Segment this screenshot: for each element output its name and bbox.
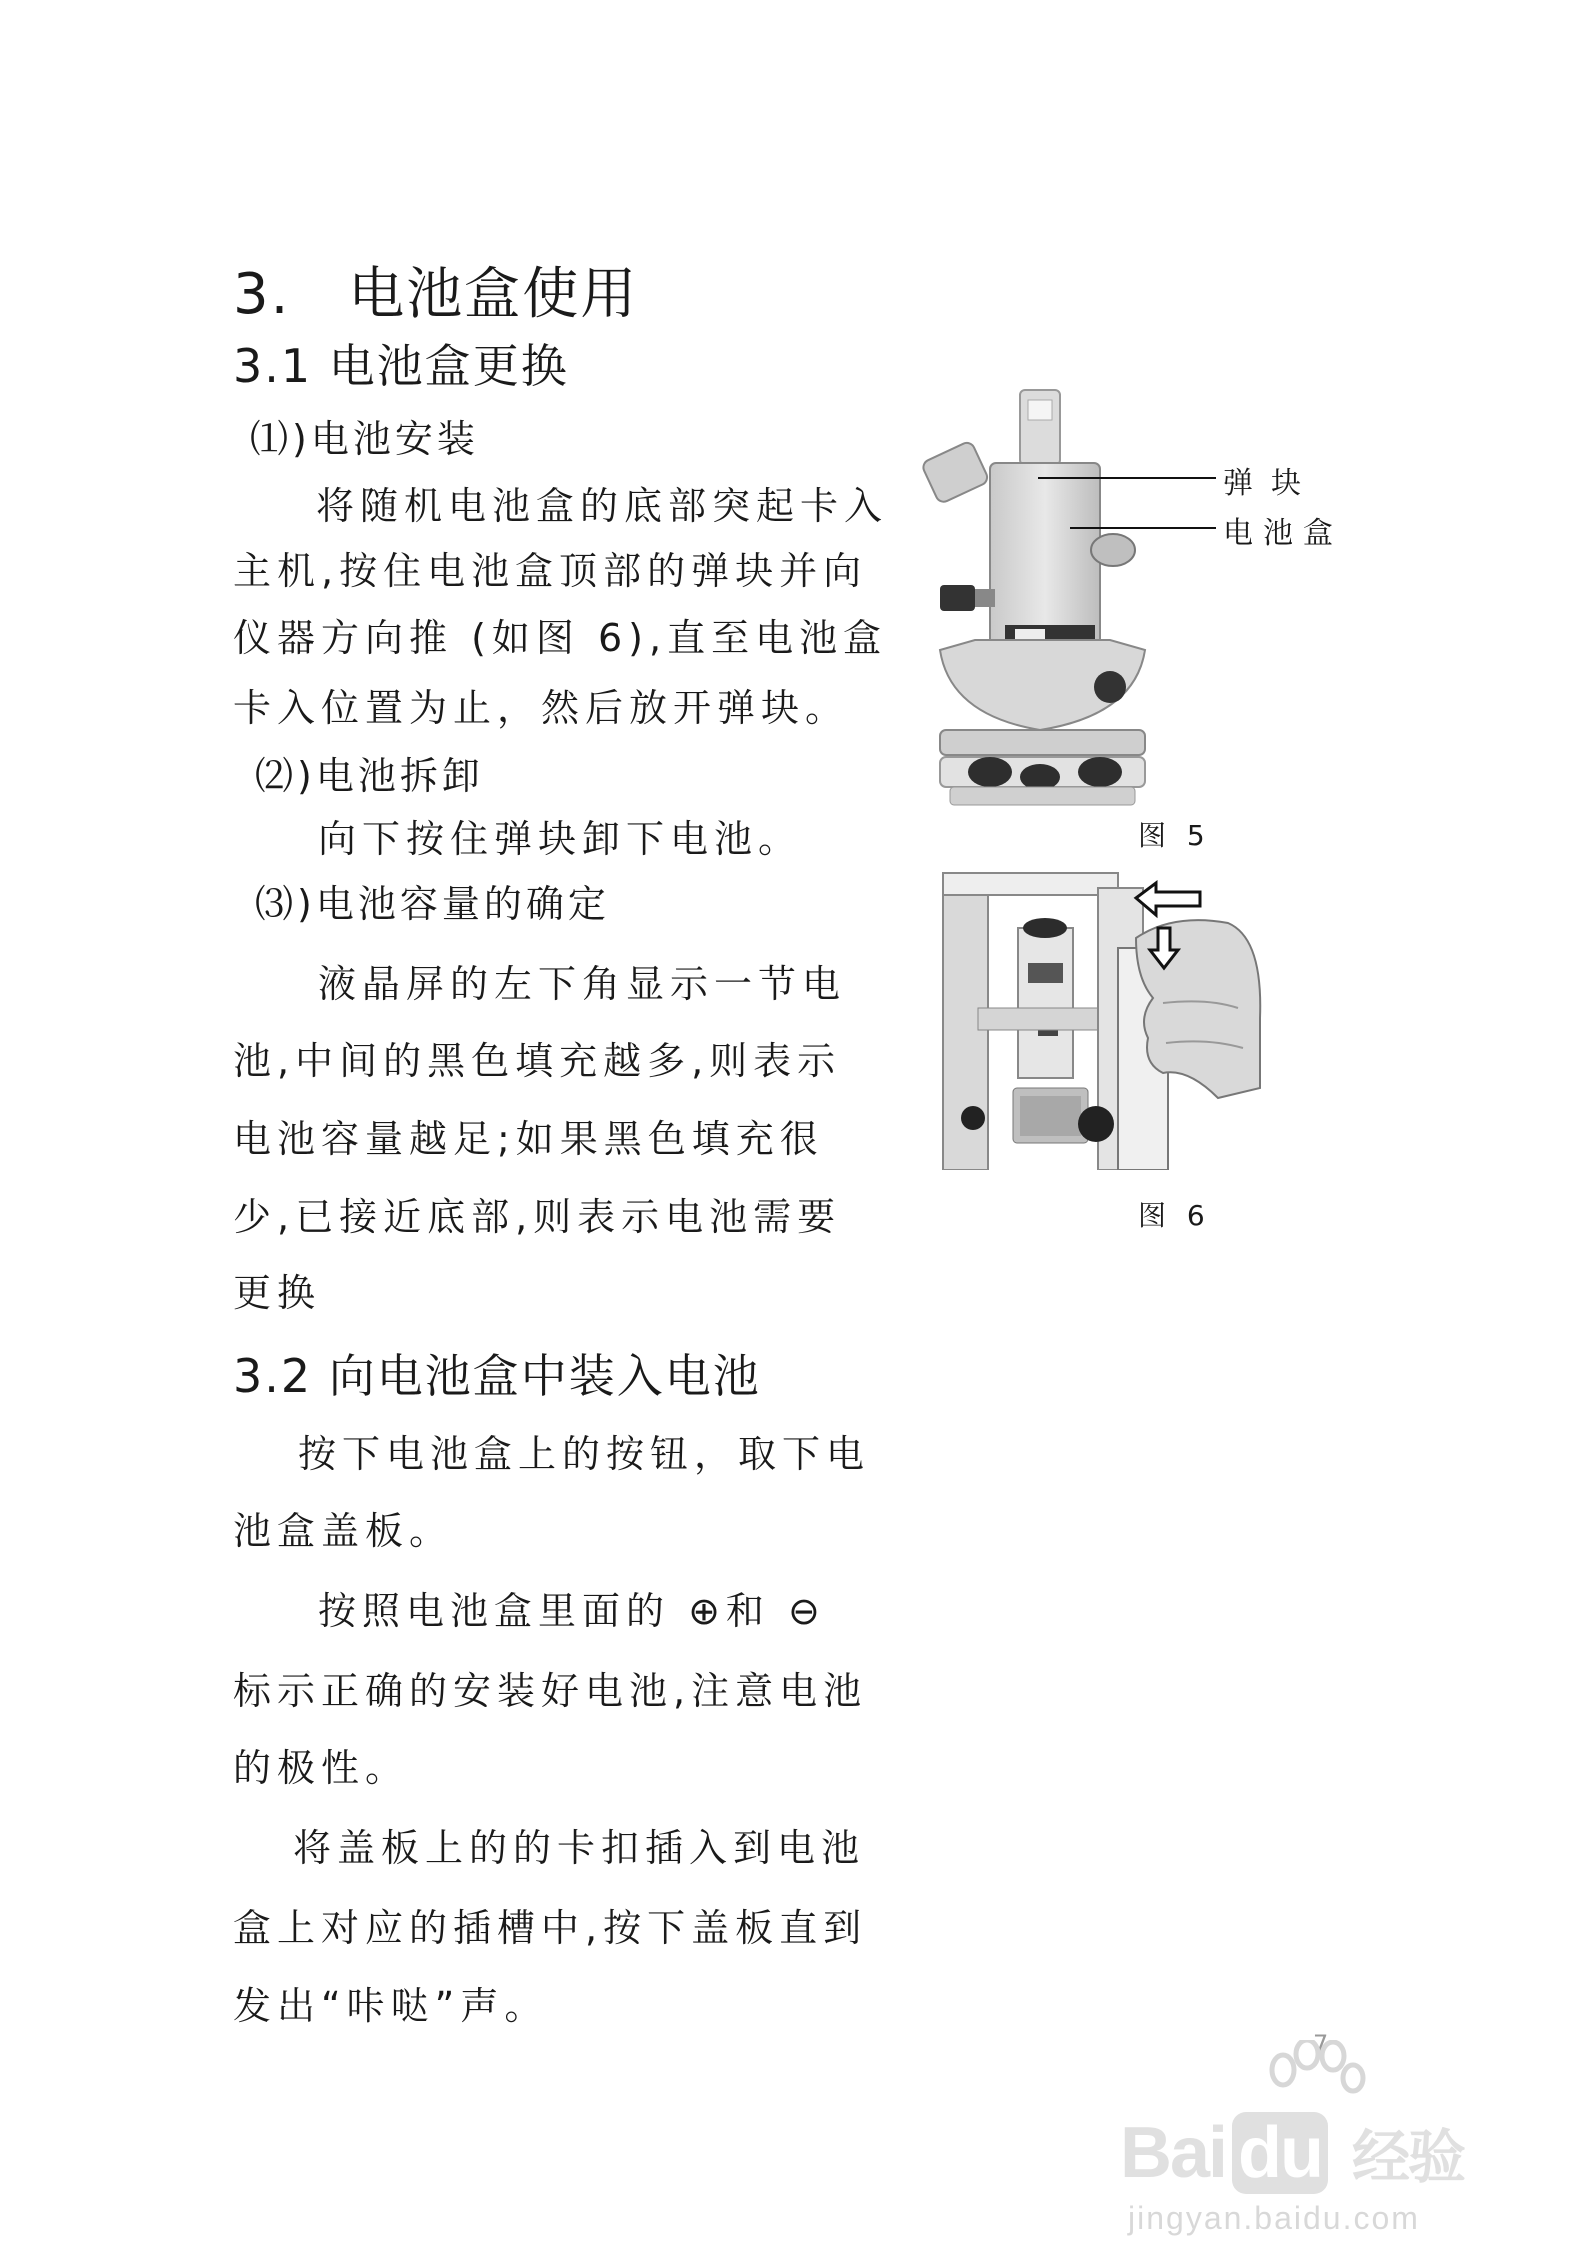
item-battery-remove-label: ⑵)电池拆卸 bbox=[255, 754, 484, 798]
item3-line-5: 更换 bbox=[233, 1271, 322, 1315]
figure-5-caption: 图 5 bbox=[1138, 819, 1211, 852]
item1-line-4: 卡入位置为止，然后放开弹块。 bbox=[233, 686, 850, 730]
s32-line-4: 标示正确的安装好电池,注意电池 bbox=[233, 1669, 868, 1713]
item3-line-4: 少,已接近底部,则表示电池需要 bbox=[233, 1195, 842, 1239]
figure-6-caption: 图 6 bbox=[1138, 1199, 1211, 1232]
watermark-brand: Bai bbox=[1120, 2113, 1227, 2193]
watermark-url: jingyan.baidu.com bbox=[1128, 2200, 1420, 2236]
item1-line-3: 仪器方向推 (如图 6),直至电池盒 bbox=[233, 616, 888, 660]
section-title-text: 电池盒使用 bbox=[348, 262, 639, 327]
item3-line-1: 液晶屏的左下角显示一节电 bbox=[318, 962, 847, 1006]
item1-line-2: 主机,按住电池盒顶部的弹块并向 bbox=[233, 549, 868, 593]
page-number: 7 bbox=[1313, 2030, 1329, 2058]
watermark-brand-du: du bbox=[1232, 2112, 1328, 2194]
watermark-product: 经验 bbox=[1352, 2125, 1465, 2190]
s32-line-8: 发出“咔哒”声。 bbox=[233, 1984, 549, 2028]
callout-line-battery-box bbox=[1070, 527, 1216, 529]
s32-line-3: 按照电池盒里面的 ⊕和 ⊖ bbox=[318, 1589, 826, 1633]
section-number: 3. bbox=[233, 262, 291, 327]
s32-line-2: 池盒盖板。 bbox=[233, 1509, 454, 1553]
item3-line-2: 池,中间的黑色填充越多,则表示 bbox=[233, 1039, 842, 1083]
item3-line-3: 电池容量越足;如果黑色填充很 bbox=[233, 1117, 824, 1161]
callout-battery-box: 电池盒 bbox=[1223, 516, 1343, 551]
item1-line-1: 将随机电池盒的底部突起卡入 bbox=[316, 484, 889, 528]
s32-line-5: 的极性。 bbox=[233, 1746, 410, 1790]
section-title bbox=[233, 250, 638, 330]
item2-line-1: 向下按住弹块卸下电池。 bbox=[318, 817, 803, 861]
s32-line-1: 按下电池盒上的按钮，取下电 bbox=[298, 1432, 871, 1476]
subsection-heading-3-1: 3.1 电池盒更换 bbox=[233, 339, 569, 393]
baidu-jingyan-watermark bbox=[1120, 2040, 1490, 2240]
s32-line-6: 将盖板上的的卡扣插入到电池 bbox=[293, 1826, 866, 1870]
s32-line-7: 盒上对应的插槽中,按下盖板直到 bbox=[233, 1906, 868, 1950]
callout-line-spring-block bbox=[1038, 477, 1216, 479]
item-battery-install-label: ⑴)电池安装 bbox=[250, 417, 479, 461]
figure-5-theodolite-image bbox=[920, 385, 1160, 815]
item-battery-capacity-label: ⑶)电池容量的确定 bbox=[255, 882, 610, 926]
figure-6-battery-insert-image bbox=[938, 868, 1268, 1170]
subsection-heading-3-2: 3.2 向电池盒中装入电池 bbox=[233, 1349, 761, 1403]
callout-spring-block: 弹块 bbox=[1223, 466, 1319, 501]
